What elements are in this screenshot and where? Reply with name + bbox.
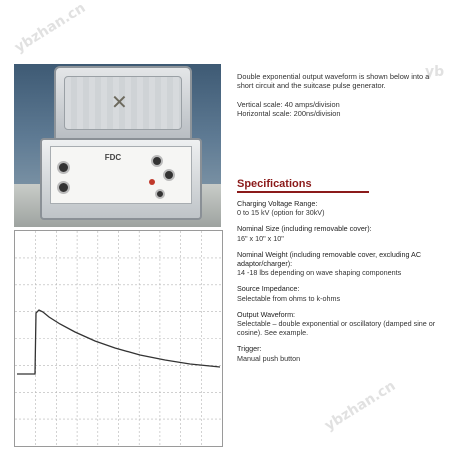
spec-label: Nominal Weight (including removable cover, excluding AC adaptor/charger):	[237, 249, 422, 269]
watermark: ybzhan.cn	[321, 377, 399, 435]
knob-icon	[151, 155, 163, 167]
connector-icon	[155, 189, 165, 199]
spec-label: Output Waveform:	[237, 309, 296, 319]
vertical-scale: Vertical scale: 40 amps/division	[237, 99, 340, 109]
scope-grid	[15, 231, 222, 446]
spec-value: Selectable from ohms to k-ohms	[237, 293, 341, 303]
brand-label: FDC	[104, 153, 122, 162]
spec-label: Source Impedance:	[237, 284, 300, 294]
spec-item	[237, 310, 442, 338]
lid-bracket-icon: ✕	[111, 90, 128, 114]
spec-value: 16" x 10" x 10"	[237, 233, 284, 243]
suitcase-lid	[54, 66, 192, 140]
spec-value: Selectable – double exponential or oscillatory (damped sine or cosine). See example.	[237, 319, 436, 338]
knob-icon	[163, 169, 175, 181]
spec-item	[237, 344, 442, 362]
suitcase-body	[40, 138, 202, 220]
oscilloscope-waveform	[14, 230, 223, 447]
spec-value: 0 to 15 kV (option for 30kV)	[237, 208, 325, 218]
indicator-led-icon	[149, 179, 155, 185]
spec-label: Charging Voltage Range:	[237, 199, 318, 208]
spec-label: Trigger:	[237, 344, 262, 354]
product-photo	[14, 64, 221, 227]
control-panel	[50, 146, 192, 204]
spec-value: 14 -18 lbs depending on wave shaping components	[237, 268, 402, 278]
intro-text	[237, 72, 437, 119]
horizontal-scale: Horizontal scale: 200ns/division	[237, 109, 341, 119]
watermark: ybzhan.cn	[11, 0, 89, 57]
watermark: yb	[425, 64, 445, 80]
spec-label: Nominal Size (including removable cover):	[237, 224, 372, 234]
heading-underline	[237, 191, 369, 193]
spec-item	[237, 284, 442, 302]
knob-icon	[57, 181, 70, 194]
knob-icon	[57, 161, 70, 174]
waveform-description: Double exponential output waveform is shown below into a short circuit and the suitcase pulse generator.	[237, 72, 430, 91]
spec-item	[237, 224, 442, 242]
specifications-list	[237, 199, 442, 370]
waveform-plot	[15, 231, 222, 446]
spec-item	[237, 250, 442, 278]
spec-value: Manual push button	[237, 353, 301, 363]
specifications-heading: Specifications	[237, 178, 312, 190]
spec-item	[237, 199, 442, 217]
